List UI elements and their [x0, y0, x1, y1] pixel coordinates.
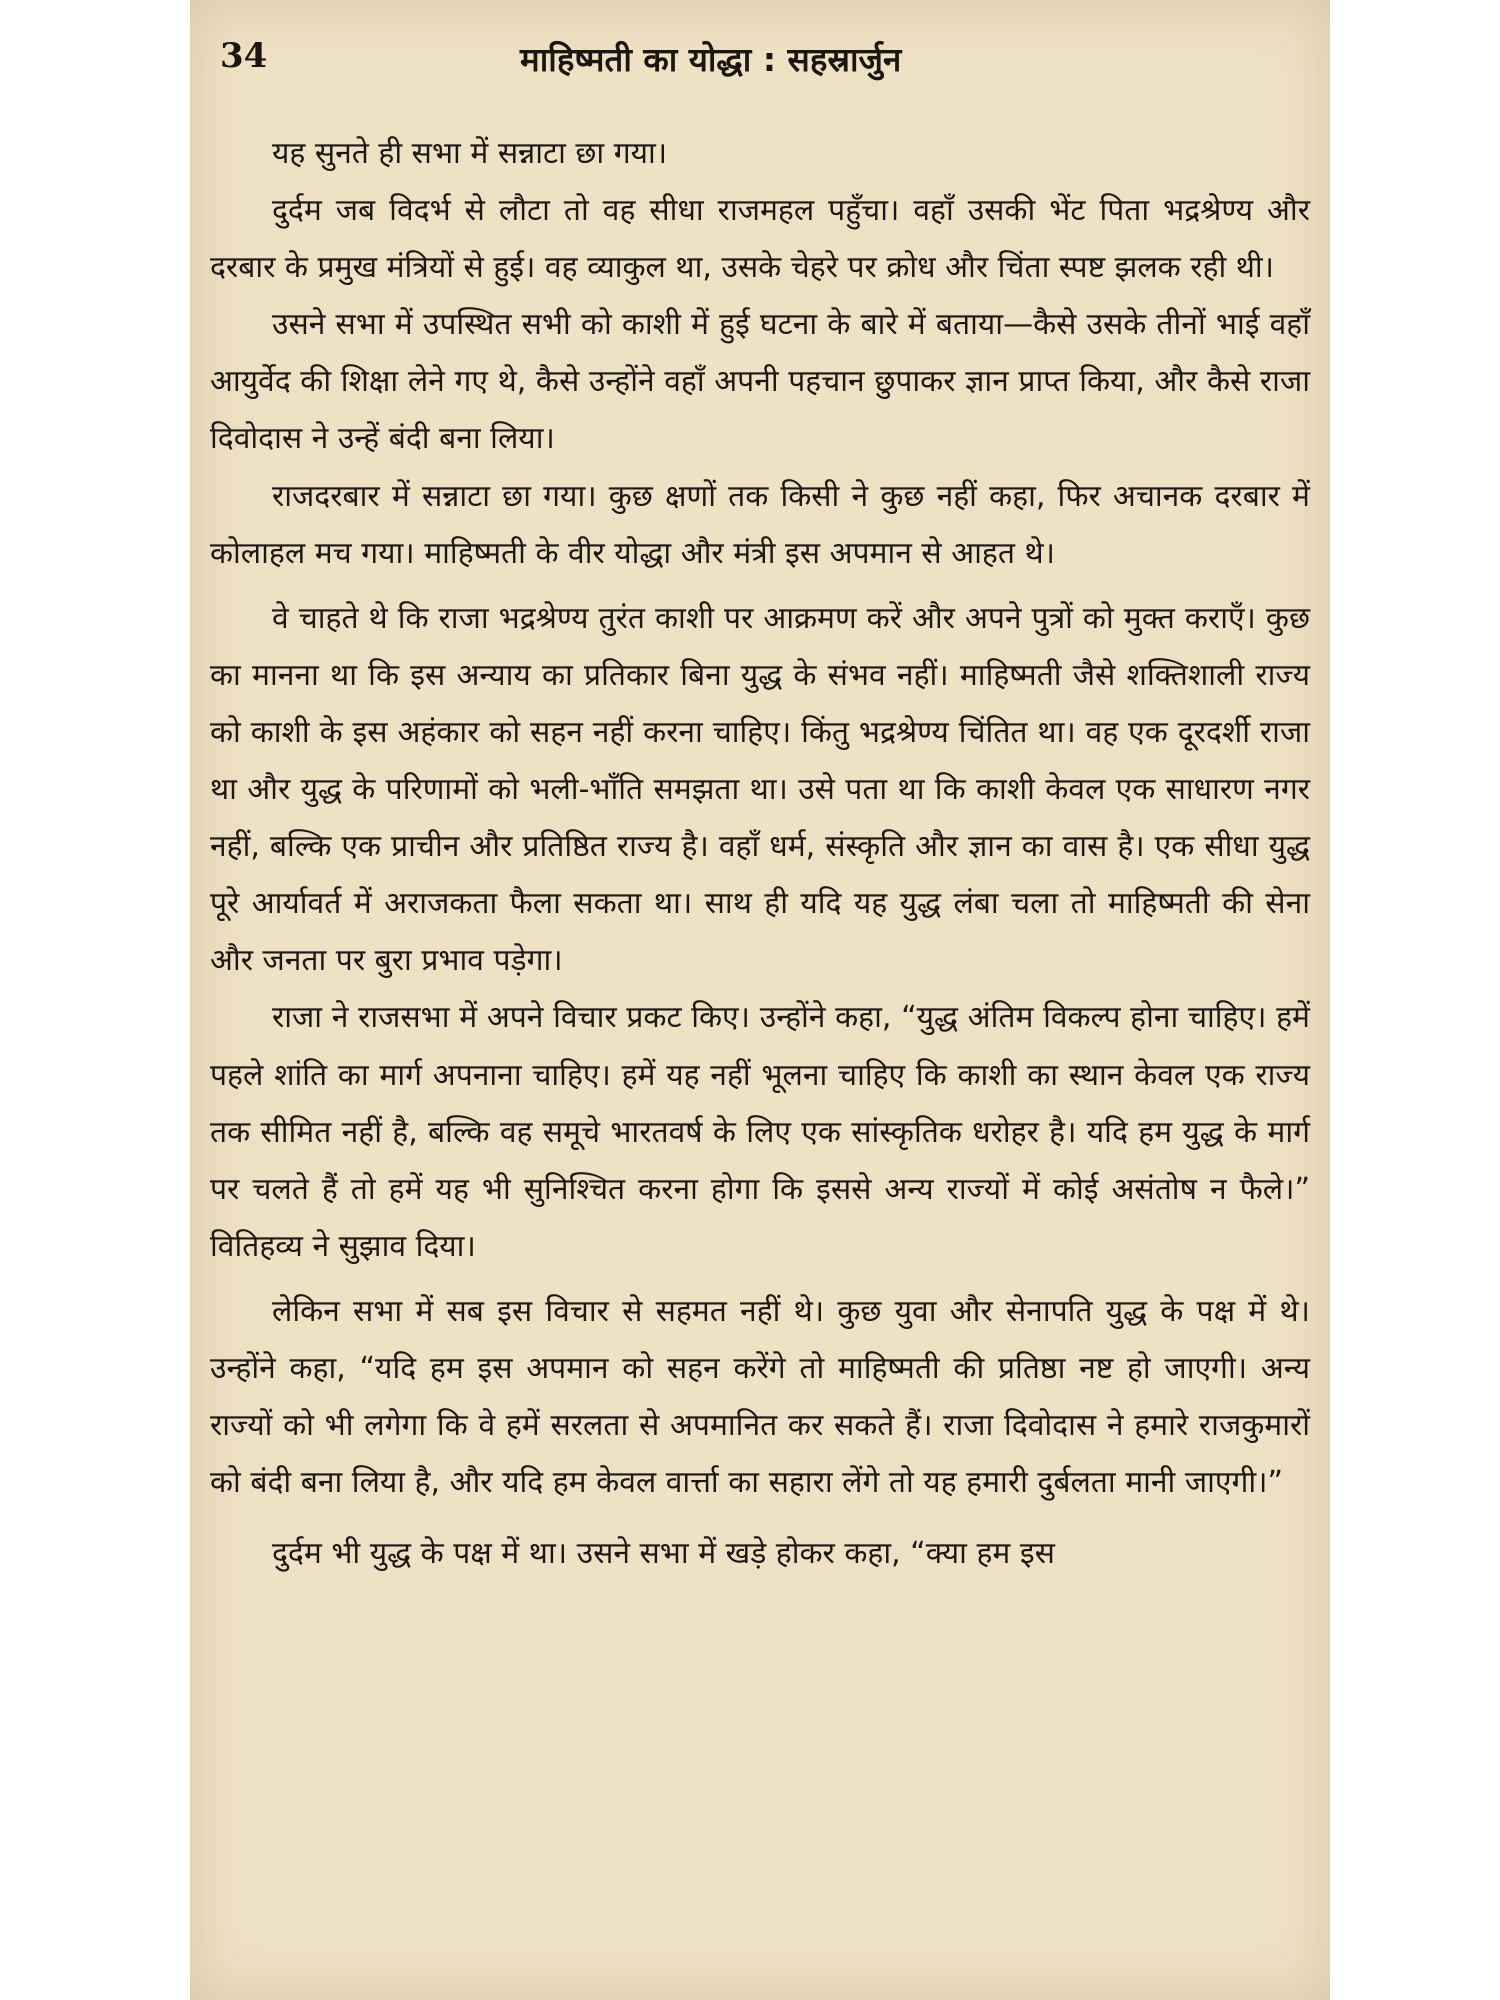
page-number: 34	[220, 36, 268, 76]
paragraph: यह सुनते ही सभा में सन्नाटा छा गया।	[272, 136, 668, 171]
book-page	[190, 0, 1330, 2000]
body-text	[210, 125, 1310, 1582]
paragraph: दुर्दम भी युद्ध के पक्ष में था। उसने सभा में खड़े होकर कहा, “क्या हम इस	[272, 1536, 1055, 1572]
paragraph: वे चाहते थे कि राजा भद्रश्रेण्य तुरंत काशी पर आक्रमण करें और अपने पुत्रों को मुक्त कराएँ। कुछ का मानना था कि इस अन्याय का प्रतिकार बिना युद्ध के संभव नहीं। माहिष्मती जैसे शक्तिशाली राज्य को काशी के इस अहंकार को सहन नहीं करना चाहिए। किंतु भद्रश्रेण्य चिंतित था। वह एक दूरदर्शी राजा था और युद्ध के परिणामों को भली-भाँति समझता था। उसे पता था कि काशी केवल एक साधारण नगर नहीं, बल्कि एक प्राचीन और प्रतिष्ठित राज्य है। वहाँ धर्म, संस्कृति और ज्ञान का वास है। एक सीधा युद्ध पूरे आर्यावर्त में अराजकता फैला सकता था। साथ ही यदि यह युद्ध लंबा चला तो माहिष्मती की सेना और जनता पर बुरा प्रभाव पड़ेगा।	[210, 600, 1310, 979]
paragraph: उसने सभा में उपस्थित सभी को काशी में हुई घटना के बारे में बताया—कैसे उसके तीनों भाई वहाँ आयुर्वेद की शिक्षा लेने गए थे, कैसे उन्होंने वहाँ अपनी पहचान छुपाकर ज्ञान प्राप्त किया, और कैसे राजा दिवोदास ने उन्हें बंदी बना लिया।	[210, 307, 1310, 457]
paragraph: लेकिन सभा में सब इस विचार से सहमत नहीं थे। कुछ युवा और सेनापति युद्ध के पक्ष में थे। उन्होंने कहा, “यदि हम इस अपमान को सहन करेंगे तो माहिष्मती की प्रतिष्ठा नष्ट हो जाएगी। अन्य राज्यों को भी लगेगा कि वे हमें सरलता से अपमानित कर सकते हैं। राजा दिवोदास ने हमारे राजकुमारों को बंदी बना लिया है, और यदि हम केवल वार्त्ता का सहारा लेंगे तो यह हमारी दुर्बलता मानी जाएगी।”	[210, 1293, 1310, 1501]
running-title: माहिष्मती का योद्धा : सहस्रार्जुन	[520, 40, 902, 79]
paragraph: दुर्दम जब विदर्भ से लौटा तो वह सीधा राजमहल पहुँचा। वहाँ उसकी भेंट पिता भद्रश्रेण्य और दरबार के प्रमुख मंत्रियों से हुई। वह व्याकुल था, उसके चेहरे पर क्रोध और चिंता स्पष्ट झलक रही थी।	[210, 193, 1310, 286]
paragraph: राजा ने राजसभा में अपने विचार प्रकट किए। उन्होंने कहा, “युद्ध अंतिम विकल्प होना चाहिए। हमें पहले शांति का मार्ग अपनाना चाहिए। हमें यह नहीं भूलना चाहिए कि काशी का स्थान केवल एक राज्य तक सीमित नहीं है, बल्कि वह समूचे भारतवर्ष के लिए एक सांस्कृतिक धरोहर है। यदि हम युद्ध के मार्ग पर चलते हैं तो हमें यह भी सुनिश्चित करना होगा कि इससे अन्य राज्यों में कोई असंतोष न फैले।” वितिहव्य ने सुझाव दिया।	[210, 1000, 1310, 1264]
page-header	[220, 36, 1300, 96]
paragraph: राजदरबार में सन्नाटा छा गया। कुछ क्षणों तक किसी ने कुछ नहीं कहा, फिर अचानक दरबार में कोलाहल मच गया। माहिष्मती के वीर योद्धा और मंत्री इस अपमान से आहत थे।	[210, 478, 1310, 571]
